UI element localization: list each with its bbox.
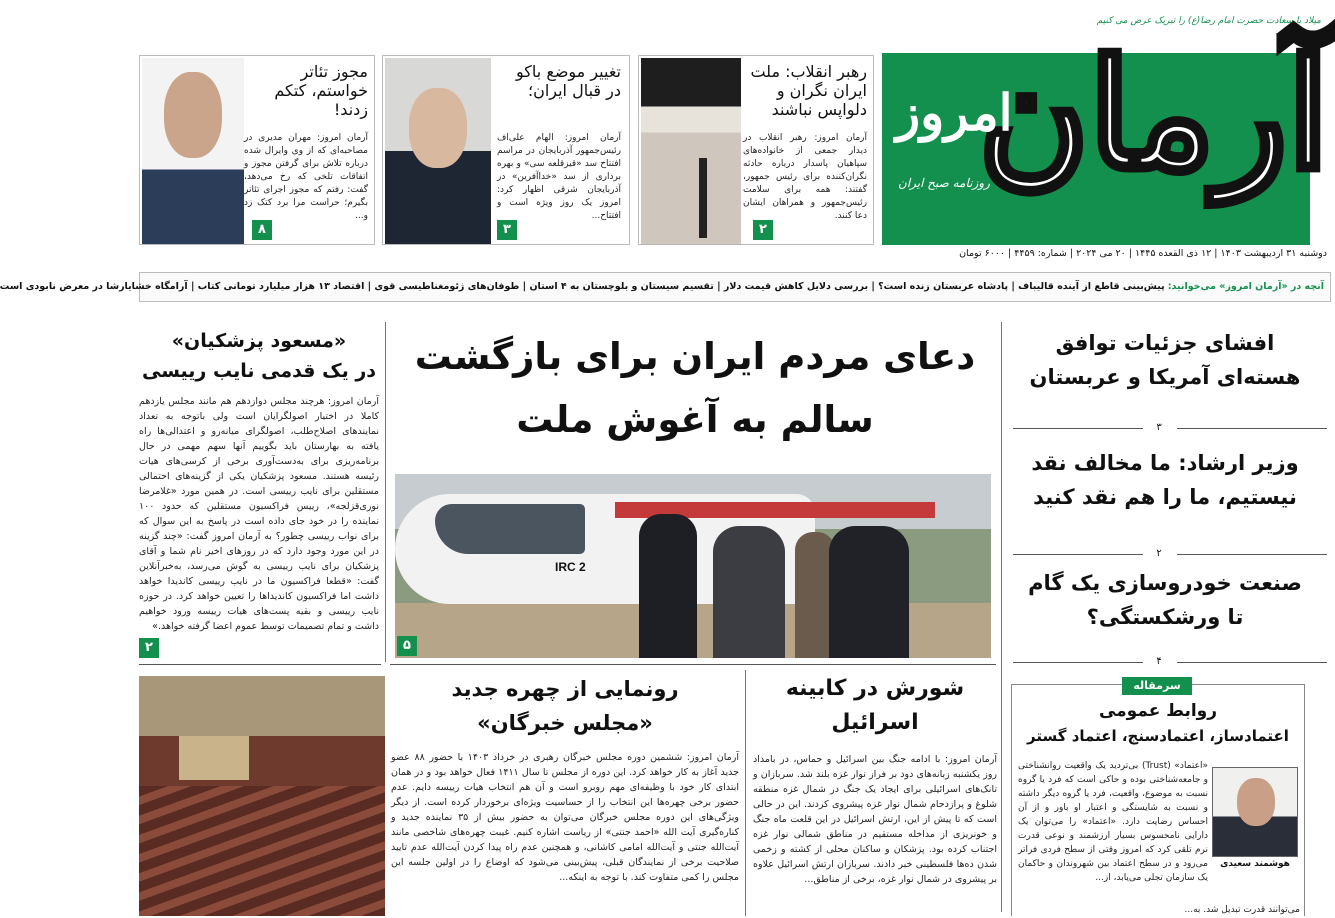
issue-line: دوشنبه ۳۱ اردیبهشت ۱۴۰۳ | ۱۲ ذی القعده ۱۴۴۵ | ۲۰ می ۲۰۲۴ | شماره: ۴۴۵۹ | ۶۰۰۰ تومان: [959, 248, 1327, 259]
section-divider: [139, 664, 381, 665]
story-divider: [1177, 554, 1327, 555]
author-photo: [1212, 767, 1298, 857]
helicopter-registration: IRC 2: [555, 560, 586, 574]
microphone-icon: [699, 158, 707, 238]
teaser-title: مجوز تئاتر خواستم، کتکم زدند!: [274, 62, 368, 119]
section-divider: [390, 664, 996, 665]
story-title-2: در یک قدمی نایب رییسی: [141, 360, 377, 382]
teaser-text: آرمان امروز: الهام علی‌اف رئیس‌جمهور آذربایجان در مراسم افتتاح سد «قیزقلعه سی» و بهره برداری از سد «خداآفرین» در آذربایجان شرقی اظهار کرد: امروز یک روز ویژه است و افتتاح...: [497, 133, 621, 221]
page-badge: ۲: [753, 220, 773, 240]
israel-cabinet-story[interactable]: [753, 672, 997, 916]
story-divider: [1177, 428, 1327, 429]
teaser-title: رهبر انقلاب: ملت ایران نگران و دلواپس نباشند: [750, 62, 867, 119]
right-story-3[interactable]: [1007, 566, 1329, 656]
right-story-1[interactable]: [1007, 326, 1329, 422]
person-figure: [829, 526, 909, 658]
assembly-story[interactable]: [391, 672, 739, 916]
editorial-continued: می‌توانند قدرت تبدیل شد. به...: [1184, 905, 1300, 915]
page-badge: ۳: [497, 220, 517, 240]
editorial-text: «اعتماد» (Trust) بی‌تردید یک واقعیت روانشناختی و جامعه‌شناختی بوده و حاکی است که فرد یا گروه نسبت به موضوع، واقعیت، فرد یا گروه دیگر داشته و نسبت به شایستگی و اعتبار او باور و از آن احساس رضایت دارد. «اعتماد» را می‌توان یک دارایی نامحسوس بسیار ارزشمند و نوعی قدرت نرم تلقی کرد که امروز وقتی از سطح فردی فراتر می‌رود و در سطح اعتماد بین شهروندان و حاکمان یک سازمان تجلی می‌یابد، از...: [1018, 761, 1208, 883]
headline-line-2: سالم به آغوش ملت: [516, 398, 874, 441]
page-badge: ۵: [397, 636, 417, 656]
teaser-title: تغییر موضع باکو در قبال ایران؛: [516, 62, 621, 100]
ticker-items: پیش‌بینی قاطع از آینده قالیباف | پادشاه عربستان زنده است؟ | بررسی دلایل کاهش قیمت دلار | تقسیم سیستان و بلوچستان به ۴ استان | طوفان‌های ژئومغناطیسی قوی | اقتصاد ۱۳ هزار میلیارد تومانی کتاب | آرامگاه خشایارشا در معرض نابودی است: [0, 281, 1165, 292]
page-number: ۳: [1156, 422, 1162, 433]
leader-photo: [641, 58, 741, 244]
teaser-text: آرمان امروز: رهبر انقلاب در دیدار جمعی از خانواده‌های سپاهیان پاسدار درباره حادثه نگران‌کننده برای رئیس جمهور، گفتند: همه برای سلامت رئیس‌جمهور و همراهان ایشان دعا کنند.: [743, 133, 867, 221]
story-title-2: اسرائیل: [831, 710, 919, 735]
headline-line-1: دعای مردم ایران برای بازگشت: [414, 335, 976, 378]
editorial-subtitle: اعتمادساز، اعتمادسنج، اعتماد گستر: [1027, 727, 1289, 745]
page-number: ۴: [1156, 656, 1162, 667]
story-title-1: رونمایی از چهره جدید: [451, 677, 679, 701]
page-number: ۲: [1156, 548, 1162, 559]
story-title: صنعت خودروسازی یک گام تا ورشکستگی؟: [1028, 571, 1302, 629]
story-divider: [1013, 428, 1143, 429]
hall-podium: [179, 736, 249, 780]
masthead-logo-sub: امروز: [896, 83, 1013, 142]
story-text: آرمان امروز: با ادامه جنگ بین اسرائیل و حماس، در بامداد روز یکشنبه زبانه‌های دود بر فراز نوار غزه بلند شد. سربازان و تانک‌های اسرائیلی برای ایجاد یک جنگ در شمال غزه منطقه شلوغ و پرازدحام شمال نوار غزه پیشروی کردند. این در حالی است که تا پیش از این، ارتش اسرائیل در این قلعت ماه جنگ و خونریزی از مداخله مستقیم در مناطق شمالی نوار غزه اجتناب کرده بود. پزشکان و ساکنان محلی از کشته و زخمی شدن ده‌ها فلسطینی خبر دادند. سربازان ارتش اسرائیل علاوه بر پیشروی در شمال نوار غزه، برخی از مناطق...: [753, 754, 997, 885]
face-shape: [409, 88, 467, 168]
teaser-box-theater[interactable]: [139, 55, 375, 245]
story-title-2: «مجلس خبرگان»: [477, 711, 653, 735]
story-text: آرمان امروز: ششمین دوره مجلس خبرگان رهبری در خرداد ۱۴۰۳ با حضور ۸۸ عضو جدید آغاز به کار خواهد کرد. این دوره از مجلس تا سال ۱۴۱۱ فعال خواهد بود و در همان ابتدای کار خود با وظیفه‌ای مهم روبرو است و آن هم انتخاب هیات رییسه دایم. عدم حضور برخی چهره‌ها این انتخاب را از حساسیت ویژه‌ای برخوردار کرده است. از دیگر ویژگی‌های این دوره مجلس خبرگان می‌توان به حضور بیش از ۳۵ نماینده جدید و کناره‌گیری آیت الله «احمد جنتی» از ریاست اشاره کنیم. غیبت چهره‌های شاخصی مانند آیت‌الله جنتی و آیت‌الله امامی کاشانی، و همچنین عدم راه پیدا کردن آیت‌الله عدم تایید صلاحیت برخی از نمایندگان قبلی، پیش‌بینی می‌شود که اوضاع را در اولین جلسه این مجلس را کمی متفاوت کند. با توجه به اینکه...: [391, 752, 739, 883]
dedication-line: میلاد با سعادت حضرت امام رضا(ع) را تبریک عرض می کنیم: [1096, 16, 1321, 26]
story-divider: [1177, 662, 1327, 663]
story-divider: [1013, 554, 1143, 555]
aliyev-photo: [385, 58, 491, 244]
face-shape: [164, 72, 222, 158]
contents-ticker[interactable]: [0, 272, 1331, 302]
editorial-box[interactable]: [1011, 679, 1305, 916]
story-title: وزیر ارشاد: ما مخالف نقد نیستیم، ما را هم نقد کنید: [1031, 451, 1299, 509]
assembly-hall-photo: [139, 676, 385, 916]
teaser-box-baku[interactable]: [382, 55, 630, 245]
seat-rows: [139, 786, 385, 916]
masthead: [882, 0, 1335, 262]
editorial-label: سرمقاله: [1122, 677, 1192, 695]
mehran-photo: [142, 58, 244, 244]
story-text: آرمان امروز: هرچند مجلس دوازدهم هم مانند مجلس یازدهم کاملا در اختیار اصولگرایان است ولی باتوجه به تعداد نمایندهای اصلاح‌طلب، اصولگرای میانه‌رو و اعتدالی‌ها راه یافته به بهارستان باید بگوییم آنها سهم مهمی در حال برنامه‌ریزی برای به‌دست‌آوری برخی از کرسی‌های هیات رئیسه هستند. مسعود پزشکیان یکی از گزینه‌های احتمالی مستقلین برای نایب رییسی است. در همین مورد «غلامرضا نوری‌قزلجه»، رییس فراکسیون مستقلین که حدود ۱۰۰ نماینده را در خود جای داده است در پاسخ به این سوال که برای نواب رییسی چطور؟ به آرمان امروز گفت: «چند گزینه در این مورد وجود دارد که در روزهای اخیر نام شما و آقای پزشکیان برای نایب رییسی به گوش می‌رسد، به‌خبرآنلاین گفت: «قطعا فراکسیون ما در نایب رییسی کاندیدا خواهد داشت اما فراکسیون کاندیداها را تعیین خواهد کرد. در حوزه نایب رییسی و بقیه پست‌های هیات رییسه ورود خواهیم داشت و تمام تصمیمات توسط عموم اعضا گرفته خواهد.»: [139, 396, 379, 632]
story-title-1: «مسعود پزشکیان»: [171, 330, 347, 352]
masthead-logo: آرمان: [978, 27, 1329, 203]
person-figure: [639, 514, 697, 658]
author-name: هوشمند سعیدی: [1220, 859, 1290, 869]
story-divider: [1013, 662, 1143, 663]
helicopter-window: [435, 504, 585, 554]
face-shape: [1237, 778, 1275, 826]
masthead-tagline: روزنامه صبح ایران: [898, 176, 990, 190]
helicopter-photo: [395, 474, 991, 658]
person-figure: [713, 526, 785, 658]
main-headline[interactable]: [393, 326, 997, 464]
teaser-text: آرمان امروز: مهران مدیری در مصاحبه‌ای که از وی وایرال شده درباره تلاش برای گرفتن مجوز و اتفاقات تلخی که رخ می‌دهد، گفت: رفتم که مجوز اجرای تئاتر بگیرم؛ حراست مرا برد کتک زد و...: [244, 133, 368, 221]
column-divider: [385, 322, 386, 662]
page-badge: ۲: [139, 638, 159, 658]
ticker-lead: آنچه در «آرمان امروز» می‌خوانید:: [1167, 281, 1324, 292]
column-divider: [1001, 322, 1002, 912]
column-divider: [745, 670, 746, 916]
teaser-box-leader[interactable]: [638, 55, 874, 245]
page-badge: ۸: [252, 220, 272, 240]
story-title: افشای جزئیات توافق هسته‌ای آمریکا و عربستان: [1029, 331, 1301, 389]
editorial-title: روابط عمومی: [1098, 701, 1218, 721]
right-story-2[interactable]: [1007, 446, 1329, 542]
left-story[interactable]: [139, 326, 379, 660]
story-title-1: شورش در کابینه: [785, 676, 965, 701]
